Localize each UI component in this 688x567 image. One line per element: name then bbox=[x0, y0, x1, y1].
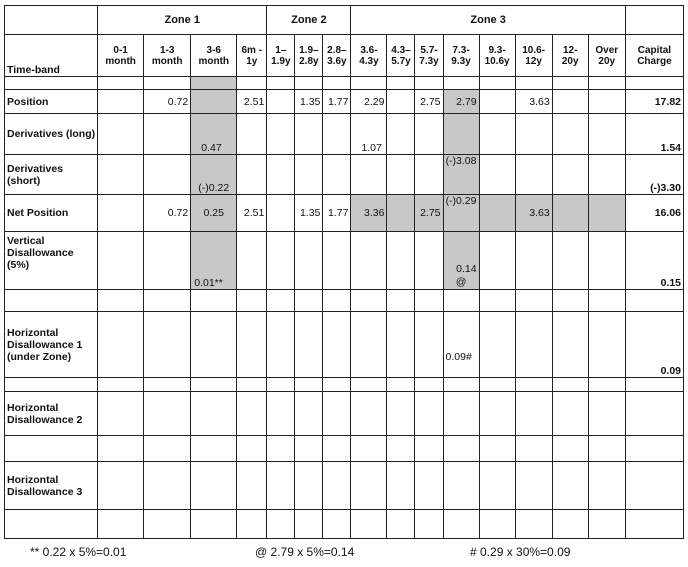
position-row bbox=[5, 90, 684, 114]
band-header: 10.6- 12y bbox=[515, 35, 552, 77]
cell-value: 1.77 bbox=[323, 195, 351, 232]
horizontal-disallowance-1-row bbox=[5, 312, 684, 378]
capital-charge-value: 0.15 bbox=[625, 232, 683, 290]
cell-value: 1.77 bbox=[323, 90, 351, 114]
row-label: Net Position bbox=[5, 195, 98, 232]
cell-value: 2.79 bbox=[443, 90, 479, 114]
horizontal-disallowance-2-row bbox=[5, 392, 684, 436]
band-header: 9.3- 10.6y bbox=[479, 35, 515, 77]
cell-value: 3.63 bbox=[515, 195, 552, 232]
zone-header-row bbox=[5, 6, 684, 35]
derivatives-long-row bbox=[5, 114, 684, 155]
band-header: 3-6 month bbox=[191, 35, 237, 77]
cell-value: 0.25 bbox=[191, 195, 237, 232]
capital-charge-value: 16.06 bbox=[625, 195, 683, 232]
cell-value: 0.01** bbox=[191, 232, 237, 290]
capital-charge-value: 1.54 bbox=[625, 114, 683, 155]
band-header: 1-3 month bbox=[144, 35, 191, 77]
band-header: 7.3- 9.3y bbox=[443, 35, 479, 77]
spacer-row bbox=[5, 378, 684, 392]
band-header: 6m - 1y bbox=[237, 35, 267, 77]
vertical-disallowance-row bbox=[5, 232, 684, 290]
capital-charge-value: 17.82 bbox=[625, 90, 683, 114]
footnote-vertical-3-6m: ** 0.22 x 5%=0.01 bbox=[30, 545, 127, 559]
cell-value: 2.29 bbox=[351, 90, 387, 114]
band-header: 0-1 month bbox=[98, 35, 144, 77]
footnote-horizontal: # 0.29 x 30%=0.09 bbox=[470, 545, 571, 559]
time-band-row bbox=[5, 35, 684, 77]
capital-charge-table bbox=[4, 5, 684, 539]
band-header: 4.3– 5.7y bbox=[387, 35, 415, 77]
band-header: 12- 20y bbox=[552, 35, 588, 77]
cell-value: 0.72 bbox=[144, 195, 191, 232]
row-label: Derivatives (long) bbox=[5, 114, 98, 155]
cell-value: 0.72 bbox=[144, 90, 191, 114]
cell-value: 1.35 bbox=[295, 195, 323, 232]
row-label: Horizontal Disallowance 2 bbox=[5, 392, 98, 436]
row-label: Derivatives (short) bbox=[5, 155, 98, 195]
cell-value: 1.07 bbox=[351, 114, 387, 155]
row-label: Horizontal Disallowance 3 bbox=[5, 462, 98, 510]
cell-value: (-)0.29 bbox=[443, 195, 479, 232]
cell-value: 2.51 bbox=[237, 195, 267, 232]
band-header: 1– 1.9y bbox=[267, 35, 295, 77]
band-header: 1.9– 2.8y bbox=[295, 35, 323, 77]
cell-value: 0.47 bbox=[191, 114, 237, 155]
band-header: Over 20y bbox=[588, 35, 625, 77]
row-label: Vertical Disallowance (5%) bbox=[5, 232, 98, 290]
band-header: 5.7- 7.3y bbox=[415, 35, 443, 77]
cell-value: 0.14 bbox=[456, 263, 477, 275]
spacer-row bbox=[5, 510, 684, 539]
net-position-row bbox=[5, 195, 684, 232]
footnote-vertical-7-9y: @ 2.79 x 5%=0.14 bbox=[255, 545, 355, 559]
cell-value: 1.35 bbox=[295, 90, 323, 114]
cell-value: 2.51 bbox=[237, 90, 267, 114]
zone-3-header: Zone 3 bbox=[351, 6, 625, 35]
row-label: Position bbox=[5, 90, 98, 114]
cell-value-marker: @ bbox=[455, 276, 467, 288]
band-header: 2.8– 3.6y bbox=[323, 35, 351, 77]
derivatives-short-row bbox=[5, 155, 684, 195]
horizontal-disallowance-3-row bbox=[5, 462, 684, 510]
capital-charge-header: Capital Charge bbox=[625, 35, 683, 77]
cell-value: 0.09# bbox=[443, 312, 479, 378]
spacer-row bbox=[5, 290, 684, 312]
spacer-row bbox=[5, 436, 684, 462]
cell-value: 2.75 bbox=[415, 195, 443, 232]
band-header: 3.6- 4.3y bbox=[351, 35, 387, 77]
cell-value: 3.36 bbox=[351, 195, 387, 232]
cell-value: (-)0.22 bbox=[191, 155, 237, 195]
cell-value: 2.75 bbox=[415, 90, 443, 114]
spacer-row bbox=[5, 77, 684, 90]
zone-2-header: Zone 2 bbox=[267, 6, 351, 35]
capital-charge-value: 0.09 bbox=[625, 312, 683, 378]
time-band-label: Time-band bbox=[5, 35, 98, 77]
row-label: Horizontal Disallowance 1 (under Zone) bbox=[5, 312, 98, 378]
capital-charge-value: (-)3.30 bbox=[625, 155, 683, 195]
cell-value: 3.63 bbox=[515, 90, 552, 114]
zone-1-header: Zone 1 bbox=[98, 6, 267, 35]
cell-value: (-)3.08 bbox=[443, 155, 479, 195]
